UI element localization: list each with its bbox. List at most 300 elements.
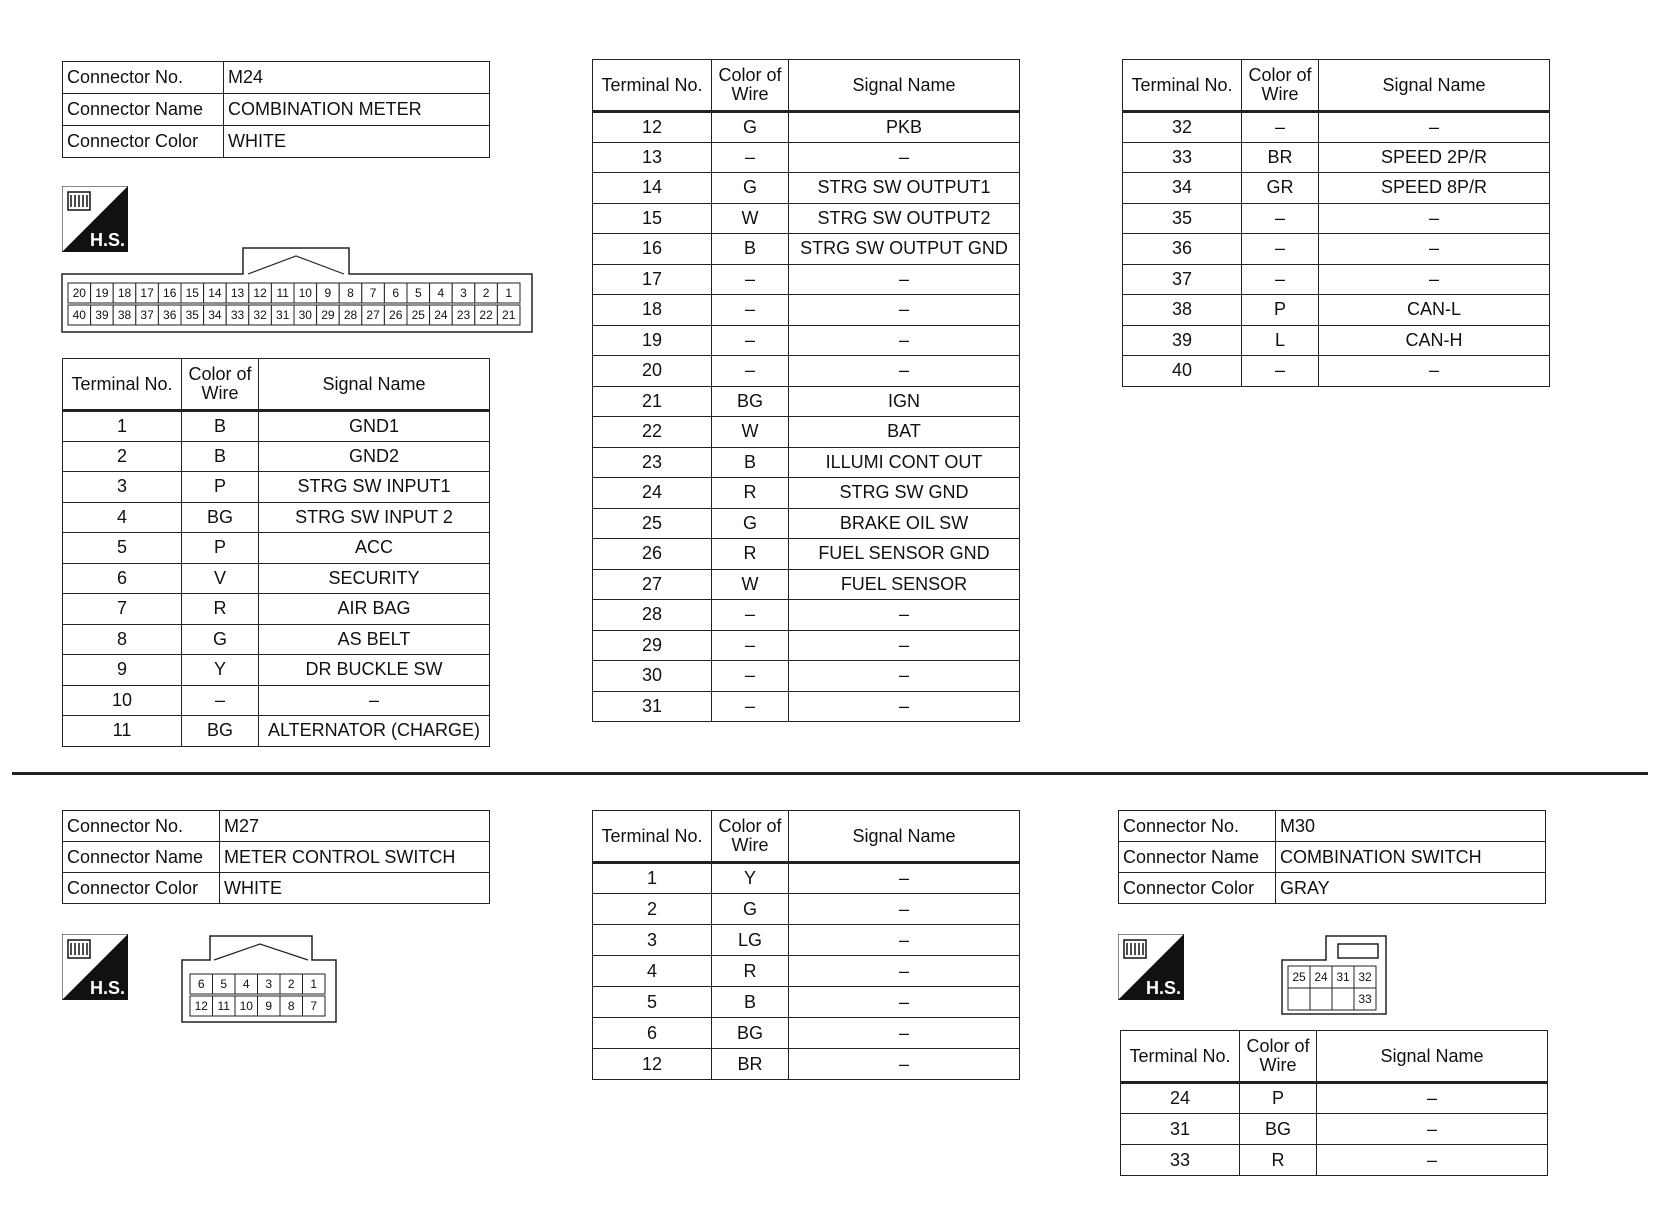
signal-name-cell: – xyxy=(789,894,1020,925)
terminal-no-cell: 33 xyxy=(1121,1145,1240,1176)
wire-color-cell: R xyxy=(1240,1145,1317,1176)
table-row xyxy=(593,417,1020,448)
table-row xyxy=(593,600,1020,631)
wire-color-cell: G xyxy=(712,173,789,204)
connector-name-label: Connector Name xyxy=(63,842,220,873)
signal-name-cell: – xyxy=(1317,1145,1548,1176)
wire-color-cell: – xyxy=(712,630,789,661)
signal-name-cell: – xyxy=(789,1049,1020,1080)
table-row xyxy=(63,563,490,594)
table-row xyxy=(593,234,1020,265)
pin-number: 18 xyxy=(117,286,132,300)
table-row xyxy=(63,441,490,472)
signal-name-cell: – xyxy=(259,685,490,716)
header-color-of-wire: Color of Wire xyxy=(1242,60,1319,112)
signal-name-cell: STRG SW OUTPUT1 xyxy=(789,173,1020,204)
terminal-no-cell: 28 xyxy=(593,600,712,631)
pin-number: 23 xyxy=(456,308,471,322)
wire-color-cell: – xyxy=(1242,203,1319,234)
table-row xyxy=(593,478,1020,509)
header-color-of-wire: Color of Wire xyxy=(1240,1031,1317,1083)
wire-color-cell: L xyxy=(1242,325,1319,356)
terminal-no-cell: 30 xyxy=(593,661,712,692)
terminal-no-cell: 9 xyxy=(63,655,182,686)
connector-name-label: Connector Name xyxy=(63,94,224,126)
connector-name-value: COMBINATION SWITCH xyxy=(1276,842,1546,873)
wire-color-cell: G xyxy=(712,508,789,539)
signal-name-cell: SPEED 8P/R xyxy=(1319,173,1550,204)
terminal-no-cell: 22 xyxy=(593,417,712,448)
terminal-no-cell: 24 xyxy=(1121,1083,1240,1114)
terminal-no-cell: 24 xyxy=(593,478,712,509)
signal-name-cell: FUEL SENSOR xyxy=(789,569,1020,600)
m24-connector-face xyxy=(60,246,536,336)
wire-color-cell: B xyxy=(182,411,259,442)
table-row xyxy=(1123,173,1550,204)
wire-color-cell: P xyxy=(182,472,259,503)
table-row xyxy=(593,1018,1020,1049)
terminal-no-cell: 4 xyxy=(63,502,182,533)
pin-number: 3 xyxy=(265,977,273,991)
terminal-no-cell: 25 xyxy=(593,508,712,539)
table-row xyxy=(1123,295,1550,326)
pin-number: 9 xyxy=(265,999,273,1013)
header-terminal-no: Terminal No. xyxy=(1123,60,1242,112)
pin-number: 9 xyxy=(324,286,332,300)
pin-number: 21 xyxy=(502,308,516,322)
table-row xyxy=(63,655,490,686)
signal-name-cell: – xyxy=(789,264,1020,295)
m30-info-table xyxy=(1118,810,1546,904)
table-row xyxy=(1123,234,1550,265)
signal-name-cell: SPEED 2P/R xyxy=(1319,142,1550,173)
terminal-no-cell: 17 xyxy=(593,264,712,295)
table-row xyxy=(1121,1145,1548,1176)
header-color-of-wire: Color of Wire xyxy=(182,359,259,411)
pin-number: 36 xyxy=(163,308,177,322)
table-row xyxy=(593,691,1020,722)
pin-number: 33 xyxy=(230,308,245,322)
pin-number: 12 xyxy=(253,286,267,300)
wire-color-cell: – xyxy=(1242,356,1319,387)
wire-color-cell: – xyxy=(712,142,789,173)
signal-name-cell: – xyxy=(789,600,1020,631)
pin-number: 34 xyxy=(208,308,222,322)
terminal-no-cell: 13 xyxy=(593,142,712,173)
signal-name-cell: – xyxy=(789,325,1020,356)
terminal-no-cell: 31 xyxy=(593,691,712,722)
wire-color-cell: W xyxy=(712,203,789,234)
signal-name-cell: STRG SW OUTPUT GND xyxy=(789,234,1020,265)
signal-name-cell: STRG SW GND xyxy=(789,478,1020,509)
table-row xyxy=(593,203,1020,234)
pin-number: 32 xyxy=(253,308,267,322)
header-signal-name: Signal Name xyxy=(259,359,490,411)
m27-connector-face xyxy=(180,934,340,1026)
table-row xyxy=(593,356,1020,387)
pin-number: 11 xyxy=(217,999,230,1013)
table-row xyxy=(1123,203,1550,234)
pin-number: 28 xyxy=(343,308,358,322)
signal-name-cell: – xyxy=(1319,264,1550,295)
terminal-no-cell: 14 xyxy=(593,173,712,204)
table-row xyxy=(593,386,1020,417)
pin-number: 5 xyxy=(220,977,228,991)
signal-name-cell: – xyxy=(1319,112,1550,143)
signal-name-cell: FUEL SENSOR GND xyxy=(789,539,1020,570)
wire-color-cell: Y xyxy=(182,655,259,686)
pin-number: 2 xyxy=(287,977,295,991)
signal-name-cell: – xyxy=(1317,1114,1548,1145)
signal-name-cell: GND1 xyxy=(259,411,490,442)
header-terminal-no: Terminal No. xyxy=(593,811,712,863)
table-row xyxy=(1123,264,1550,295)
terminal-no-cell: 34 xyxy=(1123,173,1242,204)
table-row xyxy=(1121,1083,1548,1114)
terminal-no-cell: 32 xyxy=(1123,112,1242,143)
table-row xyxy=(593,1049,1020,1080)
terminal-no-cell: 12 xyxy=(593,112,712,143)
signal-name-cell: BRAKE OIL SW xyxy=(789,508,1020,539)
table-row xyxy=(593,894,1020,925)
table-row xyxy=(593,447,1020,478)
wire-color-cell: B xyxy=(182,441,259,472)
wire-color-cell: – xyxy=(712,356,789,387)
pin-number: 26 xyxy=(389,308,403,322)
wire-color-cell: – xyxy=(712,295,789,326)
table-row xyxy=(1123,356,1550,387)
terminal-no-cell: 29 xyxy=(593,630,712,661)
pin-number: 4 xyxy=(242,977,250,991)
harness-side-icon xyxy=(1118,934,1184,1000)
pin-number: 7 xyxy=(310,999,318,1013)
pin-number: 37 xyxy=(140,308,154,322)
terminal-no-cell: 35 xyxy=(1123,203,1242,234)
table-row xyxy=(593,956,1020,987)
connector-name-value: COMBINATION METER xyxy=(224,94,490,126)
signal-name-cell: IGN xyxy=(789,386,1020,417)
table-row xyxy=(593,112,1020,143)
signal-name-cell: PKB xyxy=(789,112,1020,143)
header-color-of-wire: Color of Wire xyxy=(712,60,789,112)
connector-no-label: Connector No. xyxy=(63,811,220,842)
terminal-no-cell: 33 xyxy=(1123,142,1242,173)
connector-no-value: M27 xyxy=(220,811,490,842)
terminal-no-cell: 31 xyxy=(1121,1114,1240,1145)
header-color-of-wire: Color of Wire xyxy=(712,811,789,863)
signal-name-cell: STRG SW INPUT1 xyxy=(259,472,490,503)
m27-info-table xyxy=(62,810,490,904)
signal-name-cell: BAT xyxy=(789,417,1020,448)
signal-name-cell: – xyxy=(789,356,1020,387)
terminal-no-cell: 27 xyxy=(593,569,712,600)
signal-name-cell: GND2 xyxy=(259,441,490,472)
pin-number: 1 xyxy=(310,977,318,991)
terminal-no-cell: 8 xyxy=(63,624,182,655)
signal-name-cell: ILLUMI CONT OUT xyxy=(789,447,1020,478)
table-row xyxy=(593,925,1020,956)
signal-name-cell: – xyxy=(789,863,1020,894)
terminal-no-cell: 38 xyxy=(1123,295,1242,326)
pin-number: 25 xyxy=(1292,970,1306,984)
wire-color-cell: W xyxy=(712,569,789,600)
signal-name-cell: ACC xyxy=(259,533,490,564)
signal-name-cell: AS BELT xyxy=(259,624,490,655)
table-row xyxy=(63,594,490,625)
table-row xyxy=(1123,142,1550,173)
connector-no-label: Connector No. xyxy=(63,62,224,94)
wire-color-cell: – xyxy=(712,661,789,692)
terminal-no-cell: 19 xyxy=(593,325,712,356)
pin-number: 24 xyxy=(434,308,448,322)
pin-number: 31 xyxy=(276,308,290,322)
wire-color-cell: BG xyxy=(182,502,259,533)
wire-color-cell: BR xyxy=(712,1049,789,1080)
connector-no-value: M24 xyxy=(224,62,490,94)
signal-name-cell: CAN-H xyxy=(1319,325,1550,356)
signal-name-cell: STRG SW INPUT 2 xyxy=(259,502,490,533)
terminal-no-cell: 6 xyxy=(63,563,182,594)
connector-color-value: WHITE xyxy=(220,873,490,904)
terminal-no-cell: 21 xyxy=(593,386,712,417)
terminal-no-cell: 2 xyxy=(593,894,712,925)
pin-number: 13 xyxy=(230,286,245,300)
hs-label: H.S. xyxy=(1146,978,1182,998)
signal-name-cell: – xyxy=(789,987,1020,1018)
terminal-no-cell: 26 xyxy=(593,539,712,570)
terminal-no-cell: 3 xyxy=(593,925,712,956)
pin-number: 22 xyxy=(479,308,493,322)
header-signal-name: Signal Name xyxy=(1319,60,1550,112)
wire-color-cell: BG xyxy=(182,716,259,747)
pin-number: 10 xyxy=(298,286,312,300)
wire-color-cell: BG xyxy=(712,1018,789,1049)
wire-color-cell: Y xyxy=(712,863,789,894)
wire-color-cell: P xyxy=(1242,295,1319,326)
wire-color-cell: P xyxy=(1240,1083,1317,1114)
wire-color-cell: B xyxy=(712,987,789,1018)
pin-number: 5 xyxy=(414,286,422,300)
table-row xyxy=(63,411,490,442)
wire-color-cell: – xyxy=(712,691,789,722)
pin-cell xyxy=(1310,988,1332,1010)
wire-color-cell: G xyxy=(182,624,259,655)
pin-number: 38 xyxy=(117,308,132,322)
signal-name-cell: – xyxy=(1319,203,1550,234)
signal-name-cell: SECURITY xyxy=(259,563,490,594)
terminal-no-cell: 12 xyxy=(593,1049,712,1080)
terminal-no-cell: 4 xyxy=(593,956,712,987)
terminal-no-cell: 16 xyxy=(593,234,712,265)
hs-label: H.S. xyxy=(90,230,126,250)
pin-number: 4 xyxy=(437,286,445,300)
pin-number: 11 xyxy=(276,286,289,300)
harness-side-icon xyxy=(62,934,128,1000)
wire-color-cell: W xyxy=(712,417,789,448)
m24-terminal-table-3 xyxy=(1122,59,1550,387)
wire-color-cell: – xyxy=(1242,234,1319,265)
table-row xyxy=(593,539,1020,570)
table-row xyxy=(1123,112,1550,143)
connector-color-label: Connector Color xyxy=(1119,873,1276,904)
terminal-no-cell: 20 xyxy=(593,356,712,387)
connector-color-label: Connector Color xyxy=(63,126,224,158)
wire-color-cell: P xyxy=(182,533,259,564)
table-row xyxy=(63,624,490,655)
table-row xyxy=(593,569,1020,600)
m30-terminal-table xyxy=(1120,1030,1548,1176)
signal-name-cell: – xyxy=(789,956,1020,987)
wire-color-cell: R xyxy=(712,956,789,987)
signal-name-cell: DR BUCKLE SW xyxy=(259,655,490,686)
connector-color-label: Connector Color xyxy=(63,873,220,904)
terminal-no-cell: 15 xyxy=(593,203,712,234)
pin-number: 19 xyxy=(95,286,109,300)
signal-name-cell: – xyxy=(1317,1083,1548,1114)
pin-number: 6 xyxy=(392,286,400,300)
pin-number: 27 xyxy=(366,308,380,322)
pin-number: 29 xyxy=(321,308,335,322)
table-row xyxy=(593,264,1020,295)
wire-color-cell: R xyxy=(712,478,789,509)
connector-color-value: GRAY xyxy=(1276,873,1546,904)
terminal-no-cell: 5 xyxy=(63,533,182,564)
terminal-no-cell: 11 xyxy=(63,716,182,747)
pin-number: 33 xyxy=(1358,992,1372,1006)
pin-number: 32 xyxy=(1358,970,1372,984)
signal-name-cell: STRG SW OUTPUT2 xyxy=(789,203,1020,234)
terminal-no-cell: 37 xyxy=(1123,264,1242,295)
wire-color-cell: G xyxy=(712,112,789,143)
table-row xyxy=(63,716,490,747)
pin-cell xyxy=(1288,988,1310,1010)
terminal-no-cell: 2 xyxy=(63,441,182,472)
section-divider xyxy=(12,772,1648,775)
signal-name-cell: – xyxy=(789,691,1020,722)
table-row xyxy=(593,295,1020,326)
wire-color-cell: – xyxy=(712,325,789,356)
pin-number: 10 xyxy=(239,999,253,1013)
pin-number: 7 xyxy=(369,286,377,300)
pin-number: 40 xyxy=(72,308,86,322)
m24-terminal-table-1 xyxy=(62,358,490,747)
signal-name-cell: – xyxy=(789,925,1020,956)
signal-name-cell: – xyxy=(1319,234,1550,265)
pin-number: 8 xyxy=(287,999,295,1013)
connector-no-value: M30 xyxy=(1276,811,1546,842)
header-signal-name: Signal Name xyxy=(789,60,1020,112)
pin-number: 8 xyxy=(347,286,354,300)
signal-name-cell: – xyxy=(789,630,1020,661)
table-row xyxy=(63,533,490,564)
signal-name-cell: – xyxy=(789,661,1020,692)
pin-number: 17 xyxy=(140,286,154,300)
pin-number: 12 xyxy=(194,999,208,1013)
terminal-no-cell: 5 xyxy=(593,987,712,1018)
terminal-no-cell: 3 xyxy=(63,472,182,503)
terminal-no-cell: 10 xyxy=(63,685,182,716)
signal-name-cell: – xyxy=(789,142,1020,173)
terminal-no-cell: 18 xyxy=(593,295,712,326)
wire-color-cell: BR xyxy=(1242,142,1319,173)
pin-number: 3 xyxy=(460,286,467,300)
wire-color-cell: – xyxy=(182,685,259,716)
wire-color-cell: B xyxy=(712,447,789,478)
table-row xyxy=(593,863,1020,894)
wire-color-cell: B xyxy=(712,234,789,265)
header-terminal-no: Terminal No. xyxy=(1121,1031,1240,1083)
wire-color-cell: – xyxy=(712,264,789,295)
terminal-no-cell: 39 xyxy=(1123,325,1242,356)
harness-side-icon xyxy=(62,186,128,252)
pin-cell xyxy=(1332,988,1354,1010)
pin-number: 25 xyxy=(411,308,425,322)
terminal-no-cell: 23 xyxy=(593,447,712,478)
wire-color-cell: – xyxy=(1242,264,1319,295)
connector-name-label: Connector Name xyxy=(1119,842,1276,873)
table-row xyxy=(63,502,490,533)
pin-number: 1 xyxy=(505,286,513,300)
pin-number: 35 xyxy=(185,308,199,322)
pin-number: 20 xyxy=(72,286,86,300)
wire-color-cell: – xyxy=(712,600,789,631)
terminal-no-cell: 7 xyxy=(63,594,182,625)
signal-name-cell: – xyxy=(789,295,1020,326)
pin-grid xyxy=(1288,966,1376,1010)
header-signal-name: Signal Name xyxy=(1317,1031,1548,1083)
header-signal-name: Signal Name xyxy=(789,811,1020,863)
table-row xyxy=(1121,1114,1548,1145)
signal-name-cell: – xyxy=(789,1018,1020,1049)
wire-color-cell: LG xyxy=(712,925,789,956)
pin-number: 6 xyxy=(197,977,205,991)
m30-connector-face xyxy=(1280,934,1392,1018)
table-row xyxy=(593,987,1020,1018)
wire-color-cell: R xyxy=(712,539,789,570)
table-row xyxy=(1123,325,1550,356)
connector-color-value: WHITE xyxy=(224,126,490,158)
wire-color-cell: – xyxy=(1242,112,1319,143)
pin-number: 16 xyxy=(163,286,177,300)
wire-color-cell: BG xyxy=(1240,1114,1317,1145)
m24-terminal-table-2 xyxy=(592,59,1020,722)
header-terminal-no: Terminal No. xyxy=(593,60,712,112)
terminal-no-cell: 36 xyxy=(1123,234,1242,265)
m27-terminal-table xyxy=(592,810,1020,1080)
table-row xyxy=(63,472,490,503)
pin-number: 14 xyxy=(208,286,222,300)
table-row xyxy=(63,685,490,716)
pin-number: 31 xyxy=(1336,970,1350,984)
wire-color-cell: G xyxy=(712,894,789,925)
table-row xyxy=(593,325,1020,356)
signal-name-cell: – xyxy=(1319,356,1550,387)
table-row xyxy=(593,508,1020,539)
pin-number: 39 xyxy=(95,308,109,322)
hs-label: H.S. xyxy=(90,978,126,998)
table-row xyxy=(593,661,1020,692)
table-row xyxy=(593,630,1020,661)
terminal-no-cell: 1 xyxy=(63,411,182,442)
terminal-no-cell: 40 xyxy=(1123,356,1242,387)
pin-number: 15 xyxy=(185,286,199,300)
wire-color-cell: V xyxy=(182,563,259,594)
m24-info-table xyxy=(62,61,490,158)
terminal-no-cell: 6 xyxy=(593,1018,712,1049)
signal-name-cell: CAN-L xyxy=(1319,295,1550,326)
table-row xyxy=(593,142,1020,173)
connector-name-value: METER CONTROL SWITCH xyxy=(220,842,490,873)
